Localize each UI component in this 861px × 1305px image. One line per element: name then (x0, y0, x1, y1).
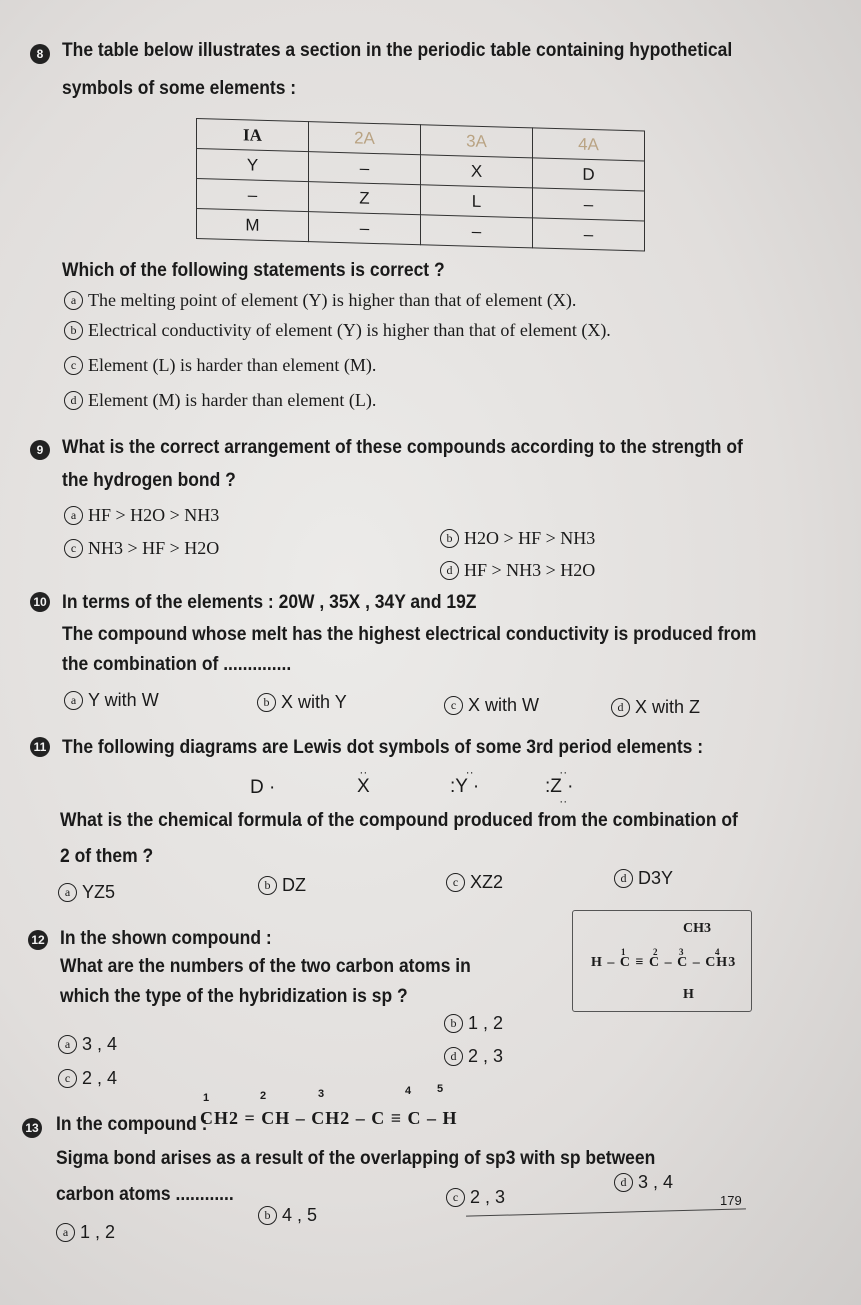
option-text: 3 , 4 (638, 1172, 674, 1192)
option-text: H2O > HF > NH3 (464, 528, 596, 548)
question-11-stem-2: What is the chemical formula of the compound produced from the combination of (60, 810, 738, 831)
question-8-option-a[interactable] (64, 290, 576, 311)
question-12-option-b[interactable] (444, 1013, 503, 1034)
lewis-symbol-z: ·· :Z · ·· (545, 765, 574, 808)
carbon-number: 1 (203, 1092, 210, 1104)
option-text: DZ (282, 875, 306, 895)
question-8-stem: The table below illustrates a section in the periodic table containing hypothetical (62, 40, 733, 61)
option-letter: c (446, 1188, 465, 1207)
question-13-number: 13 (22, 1118, 42, 1138)
question-13-stem-3: carbon atoms ............ (56, 1184, 234, 1205)
footer-rule (466, 1208, 746, 1216)
question-11-option-d[interactable] (614, 868, 673, 889)
option-letter: d (614, 869, 633, 888)
option-letter: a (64, 506, 83, 525)
question-12-number: 12 (28, 930, 48, 950)
question-9-option-c[interactable] (64, 538, 219, 559)
question-13-option-d[interactable] (614, 1172, 673, 1193)
question-11-stem-3: 2 of them ? (60, 846, 154, 867)
option-letter: c (446, 873, 465, 892)
option-text: The melting point of element (Y) is higher than that of element (X). (88, 290, 577, 310)
option-letter: b (258, 876, 277, 895)
carbon-number: 2 (260, 1090, 267, 1102)
option-letter: d (444, 1047, 463, 1066)
question-12-stem-3: which the type of the hybridization is sp ? (60, 986, 408, 1007)
question-8-option-c[interactable] (64, 355, 376, 376)
question-10-stem-3: the combination of .............. (62, 654, 292, 675)
option-text: Element (L) is harder than element (M). (88, 355, 377, 375)
question-12-stem-2: What are the numbers of the two carbon atoms in (60, 956, 471, 977)
option-letter: d (440, 561, 459, 580)
option-letter: a (56, 1223, 75, 1242)
table-cell: – (309, 152, 421, 185)
table-cell: Y (197, 149, 309, 182)
option-letter: c (64, 356, 83, 375)
question-13-stem: In the compound : (56, 1114, 208, 1135)
question-8-prompt: Which of the following statements is correct ? (62, 260, 445, 281)
periodic-table-section (196, 118, 645, 252)
lewis-letter: Z (550, 776, 562, 797)
option-text: HF > H2O > NH3 (88, 505, 220, 525)
option-letter: d (64, 391, 83, 410)
question-10-option-a[interactable] (64, 690, 159, 711)
question-13-option-b[interactable] (258, 1205, 317, 1226)
option-text: D3Y (638, 868, 674, 888)
lewis-symbol-x: ·· X (357, 765, 370, 797)
structural-formula-box (572, 910, 752, 1012)
option-letter: b (258, 1206, 277, 1225)
carbon-number: 4 (405, 1085, 412, 1097)
option-letter: b (257, 693, 276, 712)
option-letter: d (611, 698, 630, 717)
option-letter: b (64, 321, 83, 340)
carbon-number: 1 (621, 947, 626, 957)
question-11-option-b[interactable] (258, 875, 306, 896)
option-letter: a (64, 691, 83, 710)
carbon-number: 2 (653, 947, 658, 957)
option-text: YZ5 (82, 882, 116, 902)
question-10-stem-2: The compound whose melt has the highest electrical conductivity is produced from (62, 624, 757, 645)
option-text: 2 , 3 (470, 1187, 506, 1207)
option-text: X with Z (635, 697, 701, 717)
question-8-number: 8 (30, 44, 50, 64)
option-text: HF > NH3 > H2O (464, 560, 596, 580)
option-letter: b (444, 1014, 463, 1033)
question-8-stem-2: symbols of some elements : (62, 78, 297, 99)
table-cell: – (533, 188, 645, 221)
question-9-option-a[interactable] (64, 505, 219, 526)
question-10-option-b[interactable] (257, 692, 347, 713)
option-text: 1 , 2 (468, 1013, 504, 1033)
carbon-number: 4 (715, 947, 720, 957)
option-text: X with W (468, 695, 540, 715)
option-letter: a (58, 1035, 77, 1054)
question-13-option-a[interactable] (56, 1222, 115, 1243)
lewis-letter: X (357, 776, 370, 797)
question-13-formula: CH2 = CH – CH2 – C ≡ C – H (200, 1108, 458, 1128)
question-9-option-d[interactable] (440, 560, 595, 581)
question-9-stem: What is the correct arrangement of these compounds according to the strength of (62, 437, 743, 458)
table-cell: – (421, 215, 533, 248)
page-number: 179 (720, 1193, 742, 1208)
option-letter: b (440, 529, 459, 548)
question-9-option-b[interactable] (440, 528, 595, 549)
table-header-3a: 3A (421, 125, 533, 158)
option-text: 3 , 4 (82, 1034, 118, 1054)
table-header-4a: 4A (533, 128, 645, 161)
question-9-number: 9 (30, 440, 50, 460)
option-letter: c (64, 539, 83, 558)
structure-main-chain: H – C ≡ C – C – CH3 (591, 955, 737, 970)
structure-bottom-atom: H (683, 987, 694, 1002)
table-cell: X (421, 155, 533, 188)
question-12-option-d[interactable] (444, 1046, 503, 1067)
option-text: 2 , 3 (468, 1046, 504, 1066)
carbon-number: 3 (679, 947, 684, 957)
table-cell: D (533, 158, 645, 191)
structure-top-group: CH3 (683, 921, 711, 936)
option-text: X with Y (281, 692, 347, 712)
question-9-stem-2: the hydrogen bond ? (62, 470, 236, 491)
question-13-option-c[interactable] (446, 1187, 505, 1208)
option-letter: d (614, 1173, 633, 1192)
option-text: Element (M) is harder than element (L). (88, 390, 377, 410)
question-12-option-c[interactable] (58, 1068, 117, 1089)
table-header-2a: 2A (309, 122, 421, 155)
table-cell: – (533, 218, 645, 251)
table-cell: – (197, 179, 309, 212)
question-10-option-c[interactable] (444, 695, 539, 716)
option-text: Electrical conductivity of element (Y) is higher than that of element (X). (88, 320, 611, 340)
question-10-option-d[interactable] (611, 697, 700, 718)
table-cell: Z (309, 182, 421, 215)
option-text: 4 , 5 (282, 1205, 318, 1225)
carbon-number: 3 (318, 1088, 325, 1100)
question-11-stem: The following diagrams are Lewis dot symbols of some 3rd period elements : (62, 737, 704, 758)
question-8-option-b[interactable] (64, 320, 611, 341)
question-13-stem-2: Sigma bond arises as a result of the overlapping of sp3 with sp between (56, 1148, 656, 1169)
question-10-stem: In terms of the elements : 20W , 35X , 34Y and 19Z (62, 592, 477, 613)
table-header-1a: IA (197, 119, 309, 152)
question-11-option-a[interactable] (58, 882, 115, 903)
table-cell: M (197, 209, 309, 242)
question-12-option-a[interactable] (58, 1034, 117, 1055)
option-text: NH3 > HF > H2O (88, 538, 220, 558)
option-letter: c (444, 696, 463, 715)
table-cell: L (421, 185, 533, 218)
option-letter: c (58, 1069, 77, 1088)
carbon-number: 5 (437, 1083, 444, 1095)
lewis-symbol-d: D · (250, 777, 276, 798)
question-10-number: 10 (30, 592, 50, 612)
question-11-number: 11 (30, 737, 50, 757)
question-12-stem: In the shown compound : (60, 928, 272, 949)
question-11-option-c[interactable] (446, 872, 503, 893)
question-8-option-d[interactable] (64, 390, 376, 411)
lewis-letter: Y (455, 776, 468, 797)
option-text: 1 , 2 (80, 1222, 116, 1242)
option-letter: a (64, 291, 83, 310)
table-cell: – (309, 212, 421, 245)
lewis-symbol-y: ·· :Y · (450, 765, 480, 797)
lewis-letter: D (250, 777, 264, 798)
option-text: Y with W (88, 690, 159, 710)
option-letter: a (58, 883, 77, 902)
option-text: 2 , 4 (82, 1068, 118, 1088)
option-text: XZ2 (470, 872, 504, 892)
